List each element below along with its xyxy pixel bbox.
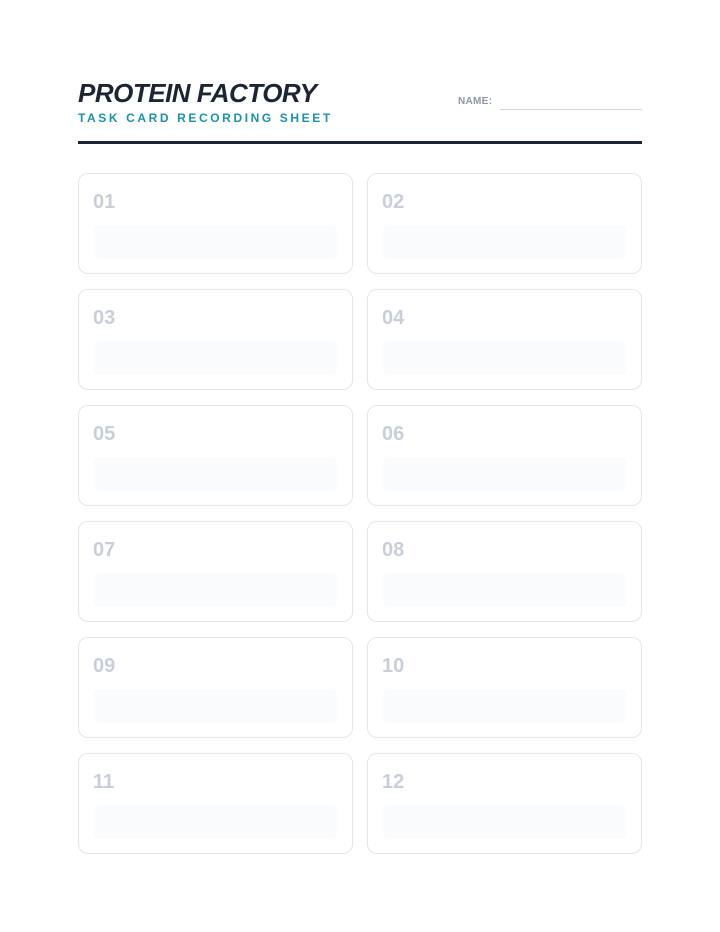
sheet-title: PROTEIN FACTORY — [78, 78, 317, 108]
task-card-answer-field[interactable] — [94, 341, 337, 375]
task-card — [78, 637, 353, 738]
task-card-number: 10 — [382, 655, 405, 677]
task-card-grid — [78, 173, 642, 854]
task-card — [78, 405, 353, 506]
task-card-number: 09 — [93, 655, 116, 677]
task-card-answer-field[interactable] — [383, 689, 626, 723]
task-card-answer-field[interactable] — [383, 805, 626, 839]
task-card-answer-field[interactable] — [94, 689, 337, 723]
name-field-line[interactable] — [500, 109, 642, 110]
task-card — [367, 637, 642, 738]
task-card-number: 02 — [382, 191, 405, 213]
task-card-answer-field[interactable] — [94, 457, 337, 491]
task-card-answer-field[interactable] — [94, 805, 337, 839]
task-card-answer-field[interactable] — [383, 457, 626, 491]
task-card — [78, 521, 353, 622]
task-card-number: 03 — [93, 307, 116, 329]
task-card-number: 08 — [382, 539, 405, 561]
task-card-answer-field[interactable] — [383, 225, 626, 259]
task-card — [78, 173, 353, 274]
task-card-answer-field[interactable] — [383, 341, 626, 375]
task-card-number: 06 — [382, 423, 405, 445]
sheet-subtitle: TASK CARD RECORDING SHEET — [78, 111, 333, 125]
task-card — [367, 405, 642, 506]
task-card — [367, 289, 642, 390]
task-card-number: 01 — [93, 191, 116, 213]
task-card-answer-field[interactable] — [94, 573, 337, 607]
sheet-header — [78, 78, 642, 138]
task-card-number: 05 — [93, 423, 116, 445]
header-divider — [78, 141, 642, 144]
task-card — [367, 173, 642, 274]
task-card — [367, 753, 642, 854]
task-card-number: 11 — [93, 771, 115, 793]
task-card-answer-field[interactable] — [94, 225, 337, 259]
task-card-number: 04 — [382, 307, 405, 329]
name-label: NAME: — [458, 96, 493, 107]
task-card — [367, 521, 642, 622]
task-card-number: 07 — [93, 539, 116, 561]
task-card — [78, 289, 353, 390]
task-card-answer-field[interactable] — [383, 573, 626, 607]
task-card — [78, 753, 353, 854]
task-card-number: 12 — [382, 771, 405, 793]
